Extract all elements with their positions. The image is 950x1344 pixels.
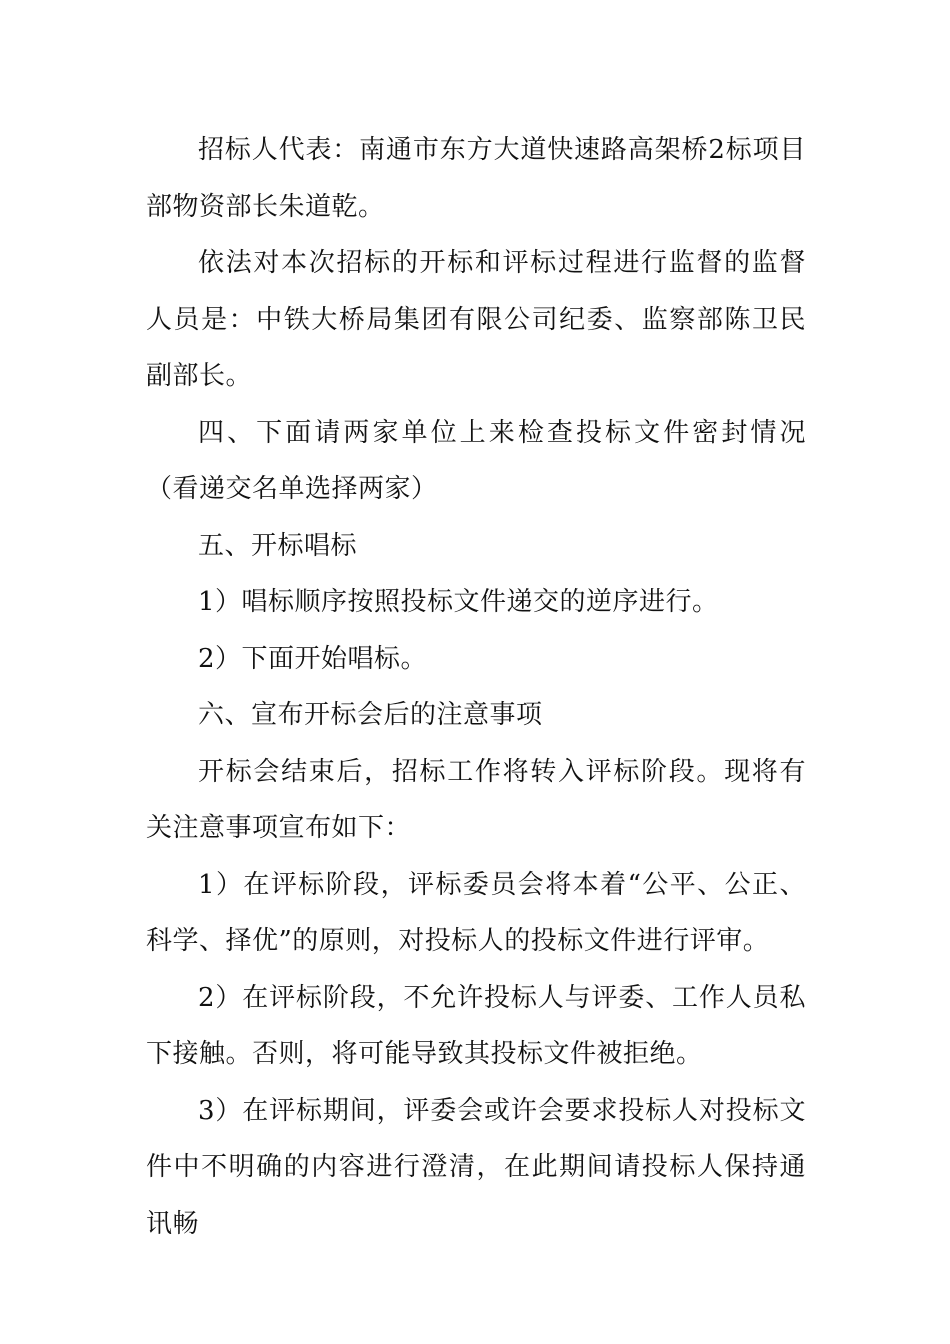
list-item-evaluation-principle: 1）在评标阶段，评标委员会将本着“公平、公正、科学、择优”的原则，对投标人的投标文件进行评审。	[146, 869, 806, 956]
paragraph-seal-check: 四、下面请两家单位上来检查投标文件密封情况（看递交名单选择两家）	[146, 417, 806, 504]
list-item-opening-order: 1）唱标顺序按照投标文件递交的逆序进行。	[198, 587, 719, 617]
paragraph-notes-intro: 开标会结束后，招标工作将转入评标阶段。现将有关注意事项宣布如下：	[146, 756, 806, 843]
paragraph-bidder-representative: 招标人代表：南通市东方大道快速路高架桥2标项目部物资部长朱道乾。	[146, 135, 806, 222]
document-body	[146, 122, 806, 1252]
list-item-start-opening: 2）下面开始唱标。	[198, 643, 428, 674]
list-item-clarification: 3）在评标期间，评委会或许会要求投标人对投标文件中不明确的内容进行澄清，在此期间请投标人保持通讯畅	[146, 1095, 806, 1239]
paragraph-supervisor: 依法对本次招标的开标和评标过程进行监督的监督人员是：中铁大桥局集团有限公司纪委、监察部陈卫民副部长。	[146, 248, 806, 391]
section-heading-bid-opening: 五、开标唱标	[198, 530, 358, 561]
section-heading-notes: 六、宣布开标会后的注意事项	[198, 700, 543, 730]
list-item-no-contact: 2）在评标阶段，不允许投标人与评委、工作人员私下接触。否则，将可能导致其投标文件被拒绝。	[146, 982, 806, 1069]
